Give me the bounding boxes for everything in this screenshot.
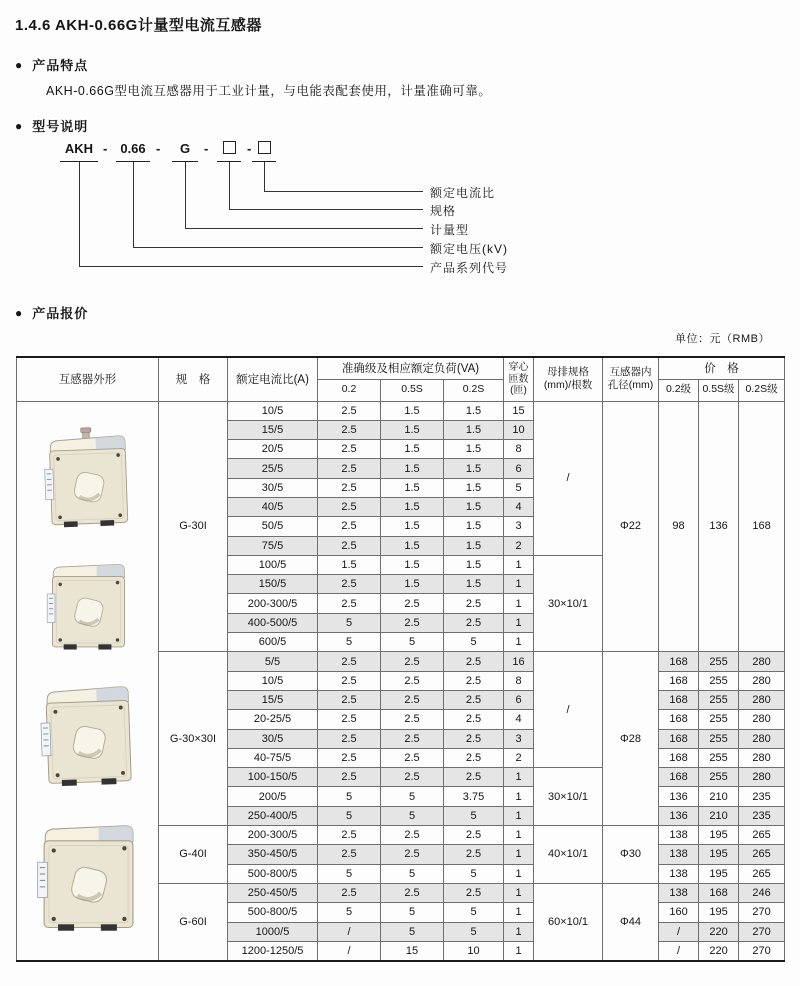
turns-cell: 1: [504, 633, 534, 652]
turns-cell: 2: [504, 536, 534, 555]
transformer-photos-cell: [17, 401, 159, 961]
burden-cell: 5: [318, 787, 381, 806]
price-cell: 136: [659, 787, 699, 806]
price-cell: 168: [659, 652, 699, 671]
price-cell: 255: [699, 671, 739, 690]
price-cell: /: [659, 922, 699, 941]
burden-cell: 1.5: [381, 536, 444, 555]
turns-cell: 2: [504, 748, 534, 767]
col-header-acc-02s: 0.2S: [444, 379, 504, 401]
model-label-ratio: 额定电流比: [430, 186, 496, 200]
ratio-cell: 600/5: [228, 633, 318, 652]
price-cell: 98: [659, 401, 699, 652]
burden-cell: 2.5: [318, 671, 381, 690]
ratio-cell: 30/5: [228, 478, 318, 497]
burden-cell: 10: [444, 941, 504, 960]
busbar-cell: 60×10/1: [534, 883, 603, 960]
burden-cell: 5: [381, 787, 444, 806]
bore-cell: Φ44: [603, 883, 659, 960]
connector-line: [133, 247, 423, 248]
model-label-metering: 计量型: [430, 223, 470, 237]
price-cell: 195: [699, 903, 739, 922]
turns-cell: 1: [504, 768, 534, 787]
photo-stack: [17, 403, 158, 959]
price-cell: 280: [739, 671, 785, 690]
ratio-cell: 250-450/5: [228, 883, 318, 902]
price-cell: 255: [699, 768, 739, 787]
burden-cell: 1.5: [381, 478, 444, 497]
price-cell: 168: [659, 748, 699, 767]
burden-cell: 5: [444, 864, 504, 883]
price-cell: 168: [659, 690, 699, 709]
burden-cell: 2.5: [381, 729, 444, 748]
burden-cell: 5: [381, 633, 444, 652]
spec-cell: G-30×30I: [159, 652, 228, 826]
price-cell: 280: [739, 652, 785, 671]
burden-cell: 2.5: [318, 440, 381, 459]
bore-header-line: 互感器内: [609, 366, 652, 379]
ratio-cell: 40/5: [228, 497, 318, 516]
burden-cell: 2.5: [381, 690, 444, 709]
bore-cell: Φ22: [603, 401, 659, 652]
bore-header-line: 孔径(mm): [607, 379, 654, 392]
busbar-cell: /: [534, 401, 603, 555]
burden-cell: 2.5: [444, 690, 504, 709]
burden-cell: 1.5: [381, 420, 444, 439]
burden-cell: 5: [444, 806, 504, 825]
burden-cell: 2.5: [444, 826, 504, 845]
price-cell: 195: [699, 826, 739, 845]
burden-cell: 1.5: [444, 401, 504, 420]
price-cell: 265: [739, 845, 785, 864]
ratio-cell: 25/5: [228, 459, 318, 478]
price-cell: 136: [699, 401, 739, 652]
model-separator: -: [204, 141, 209, 156]
ratio-cell: 350-450/5: [228, 845, 318, 864]
col-header-acc-05s: 0.5S: [381, 379, 444, 401]
turns-cell: 4: [504, 710, 534, 729]
ratio-cell: 500-800/5: [228, 903, 318, 922]
burden-cell: 2.5: [318, 845, 381, 864]
burden-cell: 2.5: [318, 768, 381, 787]
spec-cell: G-40I: [159, 826, 228, 884]
turns-cell: 1: [504, 555, 534, 574]
burden-cell: 2.5: [318, 748, 381, 767]
transformer-photo-g-30x30i: [44, 554, 132, 653]
burden-cell: 2.5: [444, 729, 504, 748]
ratio-cell: 200-300/5: [228, 826, 318, 845]
burden-cell: 2.5: [318, 594, 381, 613]
section-heading-model: [15, 116, 88, 135]
turns-cell: 1: [504, 806, 534, 825]
burden-cell: 15: [381, 941, 444, 960]
ratio-cell: 5/5: [228, 652, 318, 671]
price-cell: 138: [659, 883, 699, 902]
price-cell: /: [659, 941, 699, 960]
turns-cell: 1: [504, 864, 534, 883]
burden-cell: 5: [318, 613, 381, 632]
price-cell: 160: [659, 903, 699, 922]
turns-cell: 10: [504, 420, 534, 439]
connector-line: [229, 162, 230, 209]
table-row: [17, 401, 785, 420]
burden-cell: 2.5: [444, 768, 504, 787]
turns-cell: 1: [504, 575, 534, 594]
price-cell: 255: [699, 748, 739, 767]
price-cell: 270: [739, 941, 785, 960]
burden-cell: 5: [444, 633, 504, 652]
page-title: 1.4.6 AKH-0.66G计量型电流互感器: [15, 17, 262, 34]
ratio-cell: 10/5: [228, 401, 318, 420]
burden-cell: 2.5: [444, 845, 504, 864]
burden-cell: 5: [318, 903, 381, 922]
transformer-photo-g-30i: [42, 426, 134, 530]
model-label-voltage: 额定电压(kV): [430, 242, 508, 256]
bullet-icon: ●: [15, 119, 24, 133]
burden-cell: 2.5: [318, 401, 381, 420]
turns-cell: 8: [504, 671, 534, 690]
burden-cell: 3.75: [444, 787, 504, 806]
price-cell: 136: [659, 806, 699, 825]
price-cell: 270: [739, 903, 785, 922]
unit-note: 单位：元（RMB）: [675, 333, 770, 345]
col-header-acc-02: 0.2: [318, 379, 381, 401]
col-header-price-group: 价 格: [659, 357, 785, 379]
model-heading-label: 型号说明: [32, 119, 89, 134]
turns-cell: 1: [504, 883, 534, 902]
model-label-series: 产品系列代号: [430, 261, 509, 275]
connector-line: [185, 162, 186, 228]
turns-cell: 1: [504, 922, 534, 941]
burden-cell: 1.5: [444, 420, 504, 439]
ratio-cell: 50/5: [228, 517, 318, 536]
price-cell: 195: [699, 864, 739, 883]
turns-cell: 15: [504, 401, 534, 420]
model-label-spec: 规格: [430, 204, 457, 218]
ratio-cell: 200-300/5: [228, 594, 318, 613]
burden-cell: 1.5: [318, 555, 381, 574]
connector-line: [229, 209, 423, 210]
price-cell: 210: [699, 806, 739, 825]
burden-cell: 2.5: [318, 478, 381, 497]
burden-cell: 1.5: [444, 536, 504, 555]
price-cell: 138: [659, 845, 699, 864]
burden-cell: 2.5: [381, 826, 444, 845]
transformer-photo-g-60i: [34, 813, 142, 935]
turns-cell: 1: [504, 826, 534, 845]
busbar-cell: 30×10/1: [534, 768, 603, 826]
burden-cell: 5: [318, 806, 381, 825]
burden-cell: 1.5: [381, 575, 444, 594]
bore-cell: Φ30: [603, 826, 659, 884]
price-cell: 280: [739, 768, 785, 787]
col-header-price-02s: 0.2S级: [739, 379, 785, 401]
pricing-table: [16, 356, 785, 962]
burden-cell: 5: [381, 903, 444, 922]
connector-line: [264, 191, 423, 192]
price-cell: 280: [739, 729, 785, 748]
pricing-heading-label: 产品报价: [32, 306, 89, 321]
burden-cell: 2.5: [444, 594, 504, 613]
pricing-table-body: [17, 401, 785, 961]
turns-cell: 1: [504, 787, 534, 806]
burden-cell: 2.5: [381, 883, 444, 902]
burden-cell: 5: [318, 864, 381, 883]
burden-cell: 2.5: [381, 613, 444, 632]
burden-cell: 1.5: [444, 555, 504, 574]
spec-cell: G-30I: [159, 401, 228, 652]
model-separator: -: [103, 141, 108, 156]
model-segment-spec-box: [217, 141, 241, 162]
burden-cell: 2.5: [444, 748, 504, 767]
price-cell: 235: [739, 806, 785, 825]
ratio-cell: 30/5: [228, 729, 318, 748]
ratio-cell: 150/5: [228, 575, 318, 594]
ratio-cell: 40-75/5: [228, 748, 318, 767]
burden-cell: 2.5: [318, 575, 381, 594]
ratio-cell: 15/5: [228, 690, 318, 709]
col-header-price-02: 0.2级: [659, 379, 699, 401]
col-header-accuracy-group: 准确级及相应额定负荷(VA): [318, 357, 504, 379]
burden-cell: 2.5: [318, 420, 381, 439]
burden-cell: 1.5: [381, 401, 444, 420]
burden-cell: 5: [381, 922, 444, 941]
burden-cell: 1.5: [381, 440, 444, 459]
connector-line: [133, 162, 134, 247]
burden-cell: 2.5: [318, 690, 381, 709]
ratio-cell: 250-400/5: [228, 806, 318, 825]
placeholder-box-icon: [223, 141, 236, 154]
col-header-busbar: [534, 357, 603, 401]
ratio-cell: 10/5: [228, 671, 318, 690]
burden-cell: 2.5: [318, 497, 381, 516]
ratio-cell: 200/5: [228, 787, 318, 806]
connector-line: [79, 266, 423, 267]
price-cell: 168: [659, 729, 699, 748]
price-cell: 280: [739, 748, 785, 767]
burden-cell: 5: [444, 922, 504, 941]
burden-cell: 1.5: [444, 517, 504, 536]
price-cell: 265: [739, 826, 785, 845]
burden-cell: 1.5: [381, 497, 444, 516]
turns-cell: 1: [504, 613, 534, 632]
turns-cell: 5: [504, 478, 534, 497]
section-heading-pricing: [15, 303, 88, 322]
busbar-header-line: 母排规格: [547, 366, 590, 379]
price-cell: 220: [699, 922, 739, 941]
connector-line: [264, 162, 265, 191]
bullet-icon: ●: [15, 306, 24, 320]
burden-cell: 2.5: [318, 652, 381, 671]
bore-cell: Φ28: [603, 652, 659, 826]
burden-cell: 1.5: [381, 517, 444, 536]
ratio-cell: 500-800/5: [228, 864, 318, 883]
price-cell: 168: [659, 710, 699, 729]
burden-cell: 2.5: [381, 768, 444, 787]
busbar-cell: 40×10/1: [534, 826, 603, 884]
col-header-ratio: 额定电流比(A): [228, 357, 318, 401]
burden-cell: 2.5: [318, 826, 381, 845]
price-cell: 168: [659, 671, 699, 690]
burden-cell: 2.5: [444, 710, 504, 729]
col-header-shape: 互感器外形: [17, 357, 159, 401]
burden-cell: 2.5: [381, 748, 444, 767]
ratio-cell: 20/5: [228, 440, 318, 459]
price-cell: 265: [739, 864, 785, 883]
ratio-cell: 15/5: [228, 420, 318, 439]
burden-cell: 2.5: [318, 729, 381, 748]
ratio-cell: 75/5: [228, 536, 318, 555]
burden-cell: 2.5: [381, 652, 444, 671]
price-cell: 220: [699, 941, 739, 960]
burden-cell: 1.5: [444, 440, 504, 459]
ratio-cell: 20-25/5: [228, 710, 318, 729]
price-cell: 255: [699, 652, 739, 671]
burden-cell: 2.5: [444, 613, 504, 632]
spec-cell: G-60I: [159, 883, 228, 960]
price-cell: 168: [739, 401, 785, 652]
ratio-cell: 400-500/5: [228, 613, 318, 632]
turns-cell: 4: [504, 497, 534, 516]
price-cell: 255: [699, 690, 739, 709]
model-designation-diagram: [60, 141, 780, 291]
turns-cell: 1: [504, 845, 534, 864]
busbar-header-line: (mm)/根数: [543, 379, 593, 392]
ratio-cell: 1200-1250/5: [228, 941, 318, 960]
model-segment-ratio-box: [252, 141, 276, 162]
section-heading-features: [15, 55, 88, 74]
features-body: AKH-0.66G型电流互感器用于工业计量，与电能表配套使用，计量准确可靠。: [46, 84, 492, 98]
turns-cell: 6: [504, 690, 534, 709]
model-separator: -: [156, 141, 161, 156]
turns-header-line: 穿心: [508, 362, 529, 374]
price-cell: 255: [699, 729, 739, 748]
price-cell: 138: [659, 864, 699, 883]
model-separator: -: [247, 141, 252, 156]
burden-cell: 1.5: [444, 497, 504, 516]
price-cell: 280: [739, 710, 785, 729]
burden-cell: 2.5: [318, 459, 381, 478]
turns-cell: 3: [504, 729, 534, 748]
turns-cell: 8: [504, 440, 534, 459]
burden-cell: 1.5: [381, 555, 444, 574]
burden-cell: 2.5: [318, 883, 381, 902]
bullet-icon: ●: [15, 58, 24, 72]
burden-cell: 2.5: [381, 671, 444, 690]
busbar-cell: /: [534, 652, 603, 768]
burden-cell: 1.5: [444, 575, 504, 594]
burden-cell: /: [318, 941, 381, 960]
busbar-cell: 30×10/1: [534, 555, 603, 651]
ratio-cell: 100-150/5: [228, 768, 318, 787]
table-header-row: [17, 357, 785, 379]
placeholder-box-icon: [258, 141, 271, 154]
burden-cell: 2.5: [381, 710, 444, 729]
col-header-price-05s: 0.5S级: [699, 379, 739, 401]
col-header-spec: 规 格: [159, 357, 228, 401]
burden-cell: 1.5: [444, 459, 504, 478]
burden-cell: 2.5: [381, 594, 444, 613]
burden-cell: 1.5: [444, 478, 504, 497]
model-segment-series: AKH: [60, 141, 98, 162]
model-segment-voltage: 0.66: [116, 141, 150, 162]
price-cell: 168: [659, 768, 699, 787]
turns-cell: 6: [504, 459, 534, 478]
burden-cell: 2.5: [444, 671, 504, 690]
col-header-bore: [603, 357, 659, 401]
turns-header-line: (匝): [510, 384, 527, 396]
col-header-turns: [504, 357, 534, 401]
turns-cell: 3: [504, 517, 534, 536]
price-cell: 195: [699, 845, 739, 864]
turns-cell: 1: [504, 903, 534, 922]
turns-cell: 1: [504, 941, 534, 960]
burden-cell: 5: [318, 633, 381, 652]
ratio-cell: 1000/5: [228, 922, 318, 941]
burden-cell: 2.5: [444, 652, 504, 671]
turns-header-line: 匝数: [508, 373, 529, 385]
model-segment-metering: G: [172, 141, 198, 162]
burden-cell: 2.5: [444, 883, 504, 902]
price-cell: 246: [739, 883, 785, 902]
price-cell: 210: [699, 787, 739, 806]
burden-cell: 2.5: [318, 536, 381, 555]
turns-cell: 1: [504, 594, 534, 613]
burden-cell: 5: [381, 864, 444, 883]
price-cell: 235: [739, 787, 785, 806]
price-cell: 138: [659, 826, 699, 845]
burden-cell: 2.5: [318, 710, 381, 729]
features-heading-label: 产品特点: [32, 58, 89, 73]
burden-cell: /: [318, 922, 381, 941]
burden-cell: 2.5: [318, 517, 381, 536]
connector-line: [79, 162, 80, 266]
ratio-cell: 100/5: [228, 555, 318, 574]
turns-cell: 16: [504, 652, 534, 671]
price-cell: 255: [699, 710, 739, 729]
burden-cell: 5: [444, 903, 504, 922]
burden-cell: 2.5: [381, 845, 444, 864]
burden-cell: 1.5: [381, 459, 444, 478]
connector-line: [185, 228, 423, 229]
price-cell: 168: [699, 883, 739, 902]
price-cell: 280: [739, 690, 785, 709]
price-cell: 270: [739, 922, 785, 941]
burden-cell: 5: [381, 806, 444, 825]
transformer-photo-g-40i: [38, 676, 138, 789]
